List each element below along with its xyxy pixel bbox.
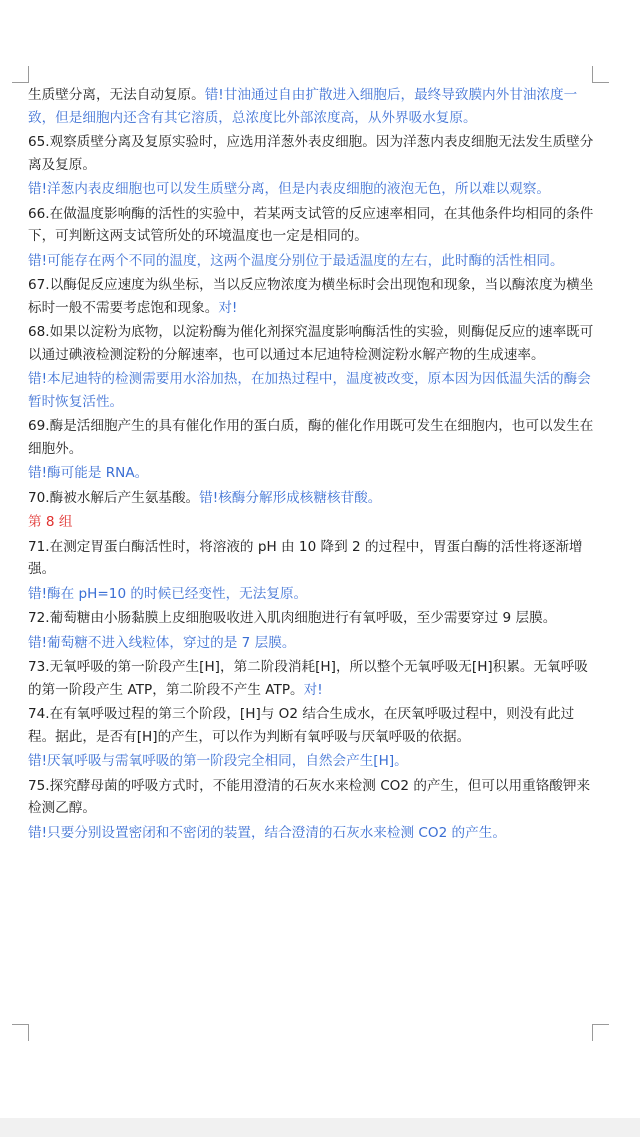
paragraph (28, 607, 600, 630)
question-text: 71.在测定胃蛋白酶活性时，将溶液的 pH 由 10 降到 2 的过程中，胃蛋白酶的活性将逐渐增强。 (28, 538, 583, 577)
paragraph (28, 656, 600, 701)
crop-mark-top-right (592, 66, 609, 83)
paragraph (28, 511, 600, 534)
document-body (28, 84, 600, 846)
answer-text: 对! (303, 681, 323, 698)
question-text: 74.在有氧呼吸过程的第三个阶段，[H]与 O2 结合生成水，在厌氧呼吸过程中，则没有此过程。据此，是否有[H]的产生，可以作为判断有氧呼吸与厌氧呼吸的依据。 (28, 706, 575, 745)
question-text: 65.观察质壁分离及复原实验时，应选用洋葱外表皮细胞。因为洋葱内表皮细胞无法发生质壁分离及复原。 (28, 134, 594, 173)
answer-text: 错!可能存在两个不同的温度，这两个温度分别位于最适温度的左右，此时酶的活性相同。 (28, 252, 564, 269)
answer-text: 错!酶可能是 RNA。 (28, 465, 149, 481)
answer-text: 错!厌氧呼吸与需氧呼吸的第一阶段完全相同，自然会产生[H]。 (28, 753, 408, 769)
paragraph (28, 84, 600, 129)
paragraph (28, 131, 600, 176)
question-text: 72.葡萄糖由小肠黏膜上皮细胞吸收进入肌肉细胞进行有氧呼吸，至少需要穿过 9 层膜。 (28, 610, 557, 626)
answer-text: 错!洋葱内表皮细胞也可以发生质壁分离，但是内表皮细胞的液泡无色，所以难以观察。 (28, 181, 551, 197)
answer-text: 错!本尼迪特的检测需要用水浴加热，在加热过程中，温度被改变，原本因为因低温失活的酶会暂时恢复活性。 (28, 371, 591, 410)
question-text: 73.无氧呼吸的第一阶段产生[H]，第二阶段消耗[H]，所以整个无氧呼吸无[H]积累。无氧呼吸的第一阶段产生 ATP，第二阶段不产生 ATP。 (28, 659, 588, 698)
paragraph (28, 250, 600, 273)
paragraph (28, 536, 600, 581)
crop-mark-bottom-left (12, 1024, 29, 1041)
answer-text: 错!核酶分解形成核糖核苷酸。 (199, 489, 382, 506)
question-text: 67.以酶促反应速度为纵坐标，当以反应物浓度为横坐标时会出现饱和现象，当以酶浓度为横坐标时一般不需要考虑饱和现象。 (28, 277, 594, 316)
crop-mark-top-left (12, 66, 29, 83)
answer-text: 错!只要分别设置密闭和不密闭的装置，结合澄清的石灰水来检测 CO2 的产生。 (28, 824, 506, 841)
answer-text: 错!酶在 pH=10 的时候已经变性，无法复原。 (28, 585, 308, 602)
paragraph (28, 178, 600, 201)
paragraph (28, 203, 600, 248)
paragraph (28, 462, 600, 485)
answer-text: 错!葡萄糖不进入线粒体，穿过的是 7 层膜。 (28, 634, 296, 651)
answer-text: 对! (218, 299, 238, 316)
question-text: 68.如果以淀粉为底物，以淀粉酶为催化剂探究温度影响酶活性的实验，则酶促反应的速率既可以通过碘液检测淀粉的分解速率，也可以通过本尼迪特检测淀粉水解产物的生成速率。 (28, 324, 594, 363)
paragraph (28, 415, 600, 460)
paragraph (28, 321, 600, 366)
question-text: 69.酶是活细胞产生的具有催化作用的蛋白质，酶的催化作用既可发生在细胞内，也可以发生在细胞外。 (28, 418, 594, 457)
question-text: 66.在做温度影响酶的活性的实验中，若某两支试管的反应速率相同，在其他条件均相同的条件下，可判断这两支试管所处的环境温度也一定是相同的。 (28, 205, 594, 244)
paragraph (28, 703, 600, 748)
paragraph (28, 775, 600, 820)
bottom-strip (0, 1118, 640, 1137)
question-text: 生质壁分离，无法自动复原。 (28, 87, 205, 103)
paragraph (28, 822, 600, 845)
paragraph (28, 750, 600, 773)
paragraph (28, 583, 600, 606)
question-text: 75.探究酵母菌的呼吸方式时，不能用澄清的石灰水来检测 CO2 的产生，但可以用重铬酸钾来检测乙醇。 (28, 777, 591, 816)
paragraph (28, 368, 600, 413)
paragraph (28, 274, 600, 319)
question-text: 70.酶被水解后产生氨基酸。 (28, 489, 200, 506)
section-heading: 第 8 组 (28, 514, 73, 530)
crop-mark-bottom-right (592, 1024, 609, 1041)
paragraph (28, 487, 600, 510)
paragraph (28, 632, 600, 655)
answer-text: 错!甘油通过自由扩散进入细胞后，最终导致膜内外甘油浓度一致，但是细胞内还含有其它溶质，总浓度比外部浓度高，从外界吸水复原。 (28, 87, 578, 126)
